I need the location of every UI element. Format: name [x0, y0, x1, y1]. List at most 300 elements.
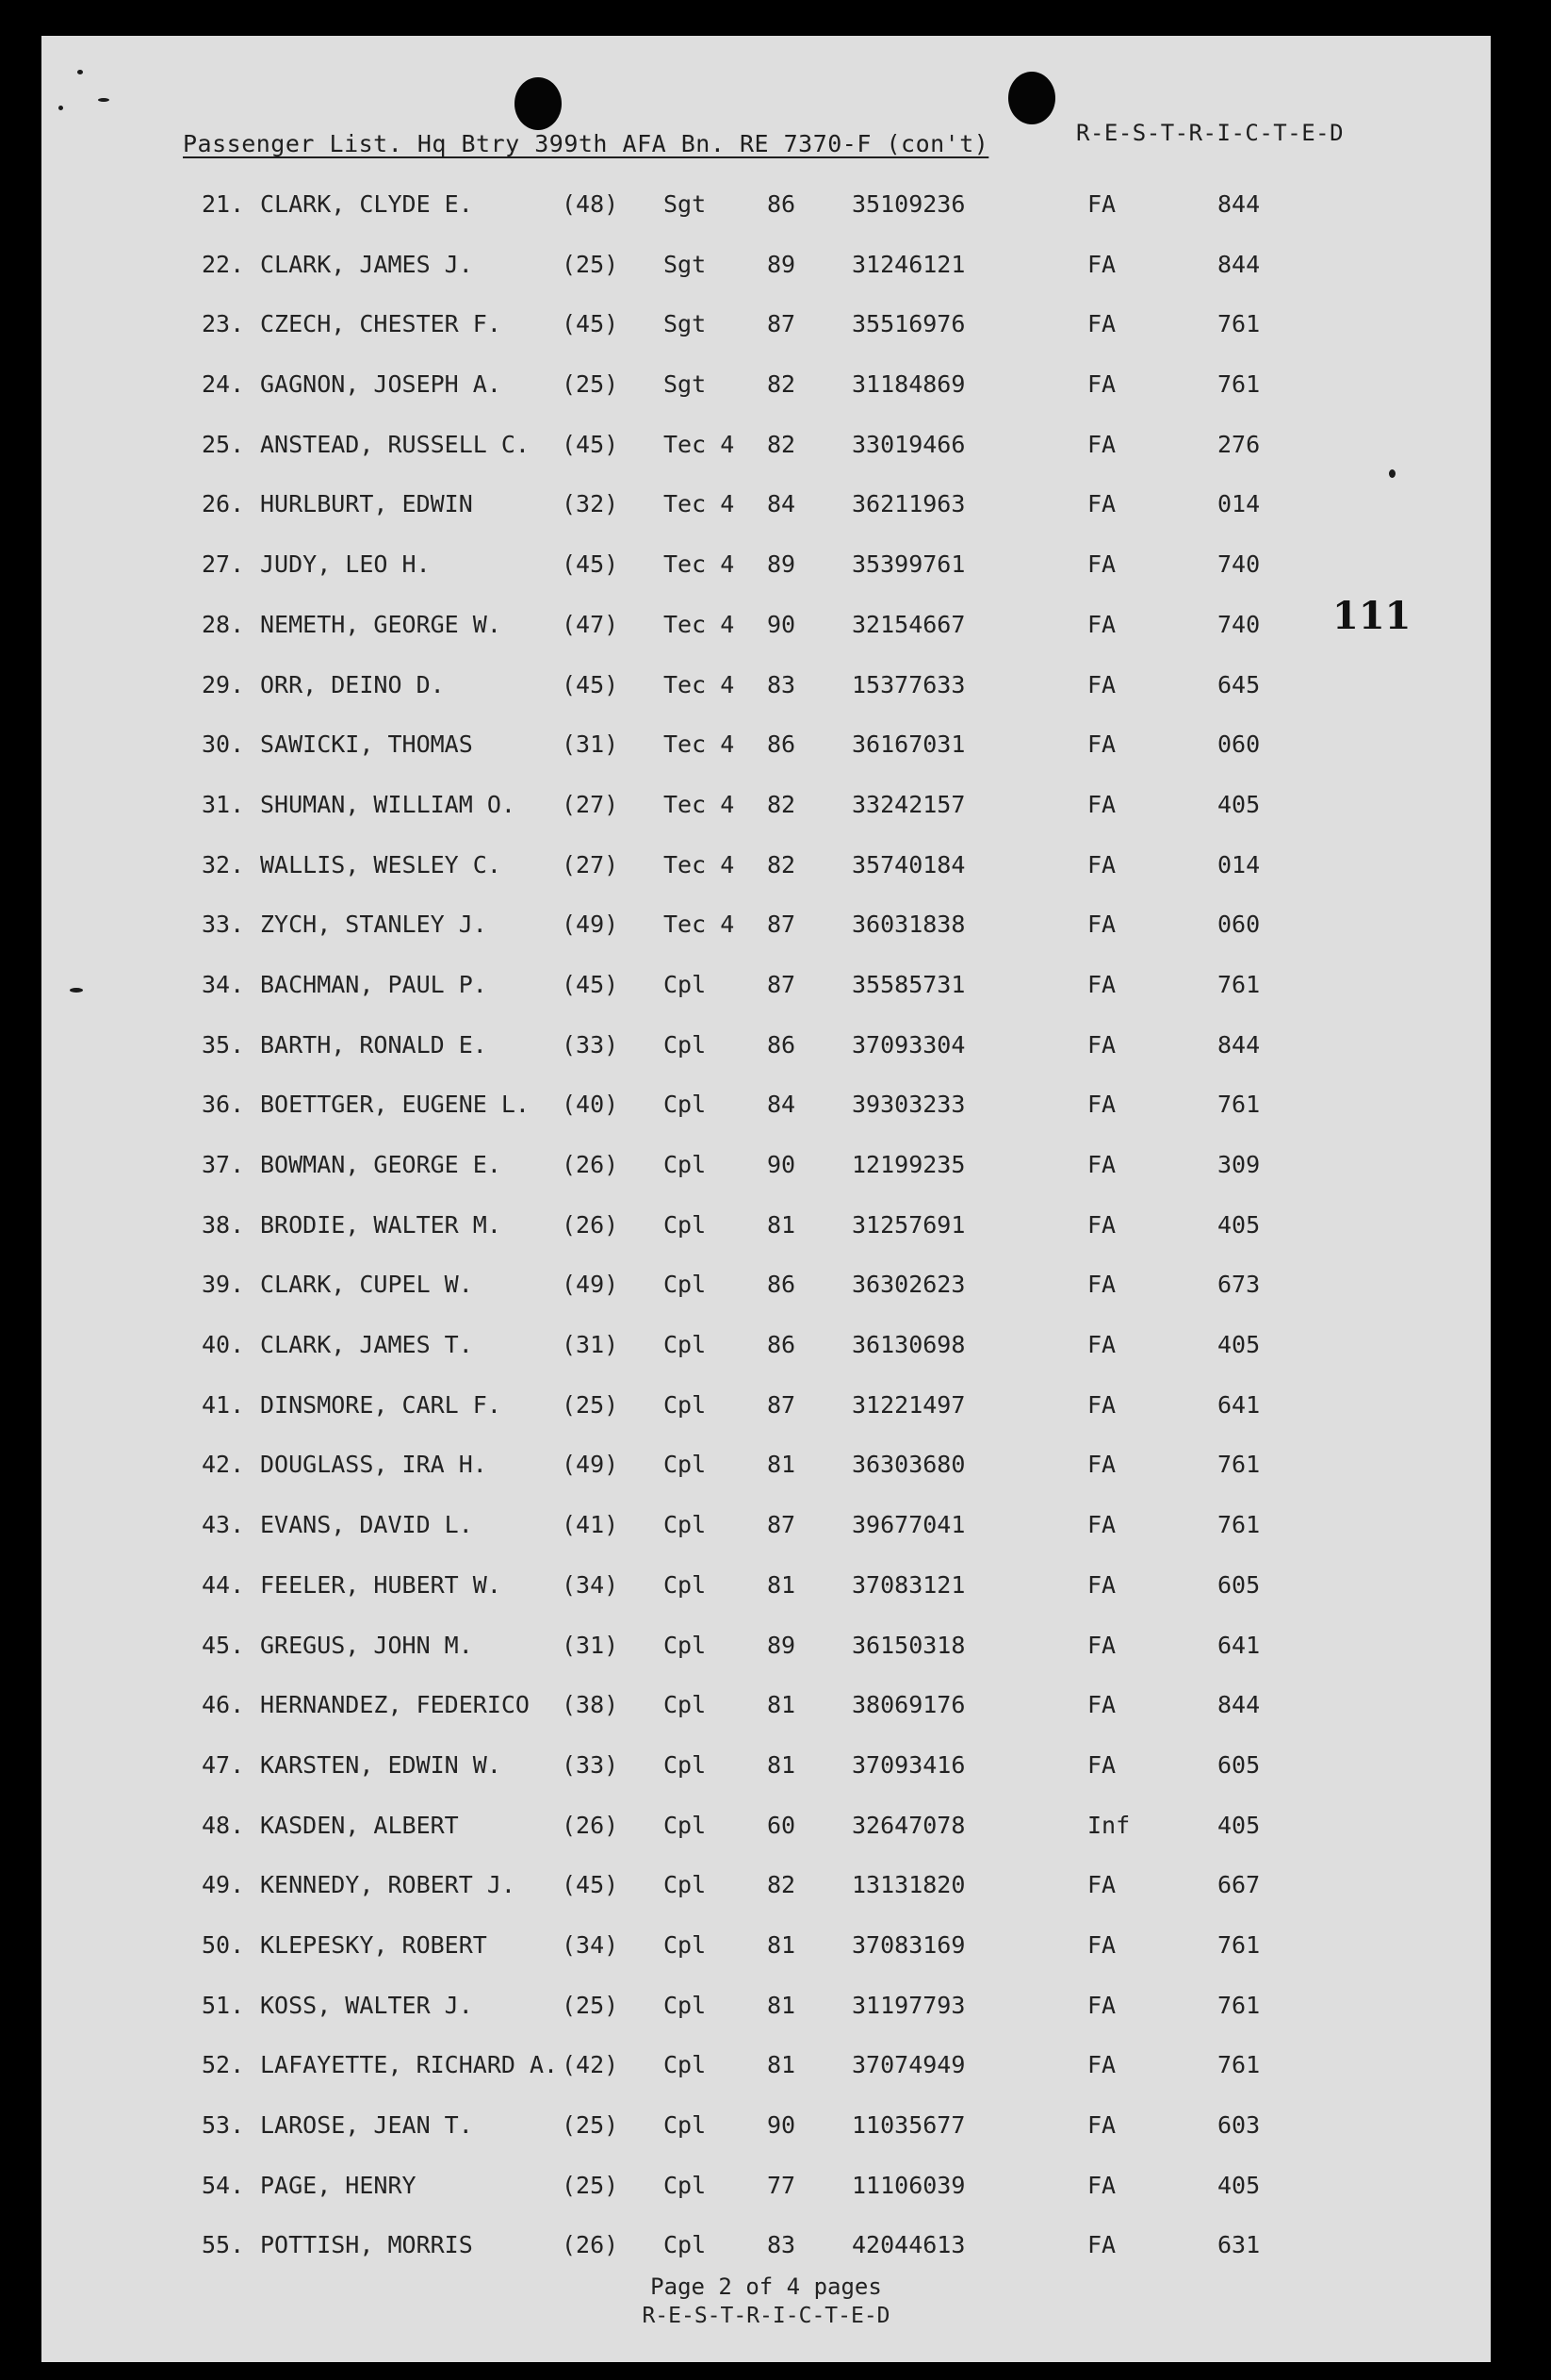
passenger-rank: Tec 4	[663, 790, 735, 818]
passenger-mos-code: 761	[1217, 1451, 1261, 1479]
passenger-mos-code: 014	[1217, 850, 1261, 878]
table-row	[41, 1751, 1491, 1812]
passenger-age-code: (33)	[562, 1750, 619, 1779]
passenger-mos-code: 740	[1217, 550, 1261, 579]
passenger-mos-code: 631	[1217, 2231, 1261, 2259]
passenger-name: LAFAYETTE, RICHARD A.	[260, 2051, 559, 2079]
page-stamp-number: 111	[1332, 594, 1412, 638]
passenger-name: ZYCH, STANLEY J.	[260, 911, 487, 939]
passenger-serial-number: 13131820	[852, 1871, 966, 1899]
passenger-spec-code: 83	[767, 670, 796, 698]
passenger-name: GREGUS, JOHN M.	[260, 1631, 473, 1659]
passenger-spec-code: 87	[767, 970, 796, 998]
passenger-rank: Tec 4	[663, 850, 735, 878]
passenger-name: SHUMAN, WILLIAM O.	[260, 790, 515, 818]
passenger-age-code: (25)	[562, 2171, 619, 2199]
passenger-serial-number: 36150318	[852, 1631, 966, 1659]
passenger-serial-number: 11106039	[852, 2171, 966, 2199]
passenger-name: BOETTGER, EUGENE L.	[260, 1091, 530, 1119]
passenger-spec-code: 82	[767, 430, 796, 458]
passenger-rank: Tec 4	[663, 670, 735, 698]
passenger-spec-code: 84	[767, 1091, 796, 1119]
passenger-serial-number: 37083121	[852, 1570, 966, 1599]
passenger-rank: Cpl	[663, 1511, 707, 1539]
passenger-arm: FA	[1087, 1570, 1117, 1599]
passenger-mos-code: 605	[1217, 1570, 1261, 1599]
passenger-arm: FA	[1087, 310, 1117, 338]
passenger-rank: Cpl	[663, 2051, 707, 2079]
passenger-name: SAWICKI, THOMAS	[260, 730, 473, 759]
row-number: 55.	[202, 2231, 245, 2259]
passenger-age-code: (45)	[562, 550, 619, 579]
passenger-name: LAROSE, JEAN T.	[260, 2111, 473, 2139]
row-number: 45.	[202, 1631, 245, 1659]
passenger-arm: FA	[1087, 190, 1117, 218]
passenger-mos-code: 605	[1217, 1750, 1261, 1779]
passenger-name: KASDEN, ALBERT	[260, 1811, 459, 1839]
passenger-spec-code: 87	[767, 310, 796, 338]
passenger-spec-code: 82	[767, 790, 796, 818]
passenger-serial-number: 36167031	[852, 730, 966, 759]
passenger-spec-code: 86	[767, 1271, 796, 1299]
passenger-name: CLARK, JAMES J.	[260, 250, 473, 278]
passenger-age-code: (26)	[562, 1210, 619, 1239]
passenger-age-code: (47)	[562, 610, 619, 638]
passenger-arm: FA	[1087, 550, 1117, 579]
passenger-mos-code: 309	[1217, 1151, 1261, 1178]
passenger-age-code: (25)	[562, 1991, 619, 2019]
table-row	[41, 1812, 1491, 1872]
table-row	[41, 2172, 1491, 2232]
passenger-arm: FA	[1087, 1390, 1117, 1419]
passenger-arm: FA	[1087, 430, 1117, 458]
passenger-arm: FA	[1087, 1210, 1117, 1239]
row-number: 36.	[202, 1091, 245, 1119]
punch-hole	[1008, 72, 1055, 124]
passenger-spec-code: 86	[767, 1331, 796, 1359]
passenger-arm: FA	[1087, 1151, 1117, 1178]
row-number: 29.	[202, 670, 245, 698]
passenger-name: ORR, DEINO D.	[260, 670, 445, 698]
passenger-spec-code: 87	[767, 1511, 796, 1539]
passenger-serial-number: 33019466	[852, 430, 966, 458]
table-row	[41, 1271, 1491, 1331]
passenger-arm: FA	[1087, 250, 1117, 278]
passenger-age-code: (41)	[562, 1511, 619, 1539]
row-number: 37.	[202, 1151, 245, 1178]
table-row	[41, 310, 1491, 370]
passenger-arm: FA	[1087, 370, 1117, 399]
paper-speck	[98, 98, 109, 102]
row-number: 47.	[202, 1750, 245, 1779]
passenger-mos-code: 641	[1217, 1631, 1261, 1659]
passenger-age-code: (32)	[562, 490, 619, 518]
passenger-name: WALLIS, WESLEY C.	[260, 850, 501, 878]
passenger-spec-code: 81	[767, 1570, 796, 1599]
row-number: 49.	[202, 1871, 245, 1899]
table-row	[41, 1211, 1491, 1272]
row-number: 35.	[202, 1030, 245, 1059]
row-number: 21.	[202, 190, 245, 218]
passenger-age-code: (25)	[562, 2111, 619, 2139]
passenger-rank: Cpl	[663, 970, 707, 998]
passenger-age-code: (48)	[562, 190, 619, 218]
passenger-arm: FA	[1087, 1271, 1117, 1299]
passenger-age-code: (26)	[562, 1151, 619, 1178]
passenger-arm: FA	[1087, 1091, 1117, 1119]
passenger-name: PAGE, HENRY	[260, 2171, 416, 2199]
passenger-mos-code: 060	[1217, 911, 1261, 939]
passenger-rank: Cpl	[663, 2231, 707, 2259]
passenger-serial-number: 37093304	[852, 1030, 966, 1059]
table-row	[41, 1031, 1491, 1092]
passenger-spec-code: 86	[767, 1030, 796, 1059]
passenger-serial-number: 39677041	[852, 1511, 966, 1539]
passenger-mos-code: 405	[1217, 1210, 1261, 1239]
row-number: 27.	[202, 550, 245, 579]
passenger-age-code: (45)	[562, 970, 619, 998]
passenger-arm: Inf	[1087, 1811, 1131, 1839]
row-number: 30.	[202, 730, 245, 759]
passenger-arm: FA	[1087, 1511, 1117, 1539]
passenger-mos-code: 405	[1217, 2171, 1261, 2199]
table-row	[41, 2051, 1491, 2111]
passenger-rank: Cpl	[663, 1750, 707, 1779]
table-row	[41, 1391, 1491, 1452]
passenger-name: CZECH, CHESTER F.	[260, 310, 501, 338]
passenger-name: KLEPESKY, ROBERT	[260, 1930, 487, 1959]
paper-speck	[77, 70, 83, 74]
passenger-mos-code: 014	[1217, 490, 1261, 518]
passenger-age-code: (38)	[562, 1691, 619, 1719]
passenger-name: EVANS, DAVID L.	[260, 1511, 473, 1539]
passenger-rank: Sgt	[663, 190, 707, 218]
row-number: 26.	[202, 490, 245, 518]
row-number: 41.	[202, 1390, 245, 1419]
passenger-name: NEMETH, GEORGE W.	[260, 610, 501, 638]
passenger-name: ANSTEAD, RUSSELL C.	[260, 430, 530, 458]
passenger-serial-number: 36211963	[852, 490, 966, 518]
passenger-age-code: (49)	[562, 1451, 619, 1479]
passenger-arm: FA	[1087, 1871, 1117, 1899]
row-number: 44.	[202, 1570, 245, 1599]
row-number: 24.	[202, 370, 245, 399]
passenger-serial-number: 38069176	[852, 1691, 966, 1719]
passenger-spec-code: 82	[767, 370, 796, 399]
passenger-rank: Cpl	[663, 1631, 707, 1659]
passenger-arm: FA	[1087, 911, 1117, 939]
passenger-name: CLARK, CLYDE E.	[260, 190, 473, 218]
passenger-spec-code: 77	[767, 2171, 796, 2199]
table-row	[41, 431, 1491, 491]
passenger-age-code: (25)	[562, 370, 619, 399]
restricted-footer: R-E-S-T-R-I-C-T-E-D	[642, 2304, 890, 2328]
passenger-serial-number: 32154667	[852, 610, 966, 638]
passenger-serial-number: 15377633	[852, 670, 966, 698]
passenger-name: KARSTEN, EDWIN W.	[260, 1750, 501, 1779]
passenger-rank: Cpl	[663, 1331, 707, 1359]
passenger-serial-number: 33242157	[852, 790, 966, 818]
passenger-spec-code: 90	[767, 610, 796, 638]
passenger-rank: Cpl	[663, 1871, 707, 1899]
passenger-spec-code: 82	[767, 850, 796, 878]
passenger-mos-code: 761	[1217, 970, 1261, 998]
passenger-name: CLARK, CUPEL W.	[260, 1271, 473, 1299]
passenger-name: KOSS, WALTER J.	[260, 1991, 473, 2019]
passenger-arm: FA	[1087, 610, 1117, 638]
passenger-rank: Cpl	[663, 2111, 707, 2139]
passenger-spec-code: 81	[767, 1930, 796, 1959]
passenger-name: DOUGLASS, IRA H.	[260, 1451, 487, 1479]
passenger-age-code: (31)	[562, 730, 619, 759]
passenger-arm: FA	[1087, 850, 1117, 878]
table-row	[41, 671, 1491, 731]
passenger-rank: Tec 4	[663, 490, 735, 518]
table-row	[41, 1691, 1491, 1751]
passenger-age-code: (49)	[562, 911, 619, 939]
passenger-spec-code: 90	[767, 1151, 796, 1178]
passenger-serial-number: 37093416	[852, 1750, 966, 1779]
passenger-age-code: (25)	[562, 250, 619, 278]
passenger-rank: Cpl	[663, 1030, 707, 1059]
passenger-age-code: (31)	[562, 1631, 619, 1659]
passenger-name: HERNANDEZ, FEDERICO	[260, 1691, 530, 1719]
passenger-mos-code: 844	[1217, 190, 1261, 218]
passenger-serial-number: 32647078	[852, 1811, 966, 1839]
row-number: 54.	[202, 2171, 245, 2199]
table-row	[41, 1632, 1491, 1692]
passenger-spec-code: 81	[767, 1691, 796, 1719]
passenger-arm: FA	[1087, 970, 1117, 998]
passenger-rank: Cpl	[663, 1271, 707, 1299]
passenger-name: BRODIE, WALTER M.	[260, 1210, 501, 1239]
passenger-spec-code: 87	[767, 1390, 796, 1419]
passenger-serial-number: 35109236	[852, 190, 966, 218]
passenger-spec-code: 60	[767, 1811, 796, 1839]
passenger-age-code: (45)	[562, 430, 619, 458]
passenger-arm: FA	[1087, 1030, 1117, 1059]
passenger-arm: FA	[1087, 2111, 1117, 2139]
passenger-rank: Sgt	[663, 250, 707, 278]
passenger-rank: Sgt	[663, 370, 707, 399]
passenger-mos-code: 603	[1217, 2111, 1261, 2139]
passenger-age-code: (27)	[562, 850, 619, 878]
passenger-arm: FA	[1087, 1451, 1117, 1479]
table-row	[41, 911, 1491, 971]
passenger-rank: Cpl	[663, 1210, 707, 1239]
table-row	[41, 2111, 1491, 2172]
passenger-arm: FA	[1087, 730, 1117, 759]
document-page	[41, 36, 1491, 2362]
row-number: 38.	[202, 1210, 245, 1239]
passenger-rank: Sgt	[663, 310, 707, 338]
passenger-serial-number: 36303680	[852, 1451, 966, 1479]
row-number: 42.	[202, 1451, 245, 1479]
passenger-mos-code: 405	[1217, 1331, 1261, 1359]
passenger-serial-number: 42044613	[852, 2231, 966, 2259]
passenger-name: POTTISH, MORRIS	[260, 2231, 473, 2259]
table-row	[41, 730, 1491, 791]
passenger-serial-number: 31197793	[852, 1991, 966, 2019]
passenger-arm: FA	[1087, 2231, 1117, 2259]
passenger-mos-code: 844	[1217, 1691, 1261, 1719]
table-row	[41, 190, 1491, 251]
passenger-mos-code: 844	[1217, 250, 1261, 278]
passenger-serial-number: 35516976	[852, 310, 966, 338]
passenger-age-code: (31)	[562, 1331, 619, 1359]
passenger-age-code: (26)	[562, 2231, 619, 2259]
passenger-rank: Tec 4	[663, 610, 735, 638]
passenger-arm: FA	[1087, 2051, 1117, 2079]
passenger-spec-code: 89	[767, 550, 796, 579]
table-row	[41, 251, 1491, 311]
passenger-rank: Tec 4	[663, 911, 735, 939]
row-number: 33.	[202, 911, 245, 939]
table-row	[41, 370, 1491, 431]
passenger-age-code: (40)	[562, 1091, 619, 1119]
passenger-name: GAGNON, JOSEPH A.	[260, 370, 501, 399]
table-row	[41, 791, 1491, 851]
passenger-rank: Cpl	[663, 1451, 707, 1479]
passenger-mos-code: 405	[1217, 790, 1261, 818]
passenger-spec-code: 89	[767, 250, 796, 278]
passenger-arm: FA	[1087, 2171, 1117, 2199]
passenger-mos-code: 761	[1217, 1930, 1261, 1959]
passenger-spec-code: 87	[767, 911, 796, 939]
row-number: 52.	[202, 2051, 245, 2079]
passenger-mos-code: 761	[1217, 1511, 1261, 1539]
passenger-mos-code: 761	[1217, 310, 1261, 338]
passenger-mos-code: 761	[1217, 370, 1261, 399]
passenger-spec-code: 86	[767, 730, 796, 759]
passenger-serial-number: 36130698	[852, 1331, 966, 1359]
passenger-age-code: (45)	[562, 1871, 619, 1899]
passenger-rank: Tec 4	[663, 430, 735, 458]
passenger-rank: Tec 4	[663, 730, 735, 759]
passenger-age-code: (45)	[562, 670, 619, 698]
passenger-serial-number: 11035677	[852, 2111, 966, 2139]
passenger-arm: FA	[1087, 790, 1117, 818]
passenger-rank: Cpl	[663, 1390, 707, 1419]
passenger-spec-code: 81	[767, 2051, 796, 2079]
passenger-mos-code: 761	[1217, 2051, 1261, 2079]
passenger-arm: FA	[1087, 670, 1117, 698]
passenger-age-code: (49)	[562, 1271, 619, 1299]
table-row	[41, 550, 1491, 611]
passenger-arm: FA	[1087, 1631, 1117, 1659]
passenger-mos-code: 060	[1217, 730, 1261, 759]
passenger-mos-code: 740	[1217, 610, 1261, 638]
passenger-name: DINSMORE, CARL F.	[260, 1390, 501, 1419]
table-row	[41, 1451, 1491, 1511]
passenger-mos-code: 645	[1217, 670, 1261, 698]
table-row	[41, 1871, 1491, 1931]
row-number: 48.	[202, 1811, 245, 1839]
passenger-spec-code: 83	[767, 2231, 796, 2259]
passenger-table	[41, 190, 1491, 2291]
passenger-serial-number: 35740184	[852, 850, 966, 878]
passenger-mos-code: 276	[1217, 430, 1261, 458]
passenger-serial-number: 36031838	[852, 911, 966, 939]
passenger-age-code: (34)	[562, 1930, 619, 1959]
passenger-arm: FA	[1087, 1750, 1117, 1779]
passenger-serial-number: 37083169	[852, 1930, 966, 1959]
passenger-serial-number: 37074949	[852, 2051, 966, 2079]
page-number: Page 2 of 4 pages	[650, 2273, 882, 2300]
passenger-age-code: (25)	[562, 1390, 619, 1419]
passenger-name: BOWMAN, GEORGE E.	[260, 1151, 501, 1178]
passenger-rank: Cpl	[663, 1811, 707, 1839]
passenger-mos-code: 641	[1217, 1390, 1261, 1419]
passenger-age-code: (42)	[562, 2051, 619, 2079]
row-number: 25.	[202, 430, 245, 458]
row-number: 39.	[202, 1271, 245, 1299]
passenger-age-code: (27)	[562, 790, 619, 818]
passenger-list-title: Passenger List. Hq Btry 399th AFA Bn. RE 7370-F (con't)	[183, 130, 989, 157]
passenger-serial-number: 31246121	[852, 250, 966, 278]
passenger-name: JUDY, LEO H.	[260, 550, 431, 579]
passenger-spec-code: 89	[767, 1631, 796, 1659]
table-row	[41, 1511, 1491, 1571]
table-row	[41, 1151, 1491, 1211]
passenger-spec-code: 81	[767, 1451, 796, 1479]
passenger-rank: Tec 4	[663, 550, 735, 579]
passenger-name: FEELER, HUBERT W.	[260, 1570, 501, 1599]
passenger-age-code: (26)	[562, 1811, 619, 1839]
paper-speck	[58, 106, 63, 110]
passenger-spec-code: 81	[767, 1210, 796, 1239]
passenger-serial-number: 12199235	[852, 1151, 966, 1178]
passenger-serial-number: 39303233	[852, 1091, 966, 1119]
passenger-serial-number: 31221497	[852, 1390, 966, 1419]
table-row	[41, 1331, 1491, 1391]
passenger-mos-code: 844	[1217, 1030, 1261, 1059]
passenger-spec-code: 82	[767, 1871, 796, 1899]
row-number: 40.	[202, 1331, 245, 1359]
passenger-rank: Cpl	[663, 1991, 707, 2019]
passenger-rank: Cpl	[663, 1691, 707, 1719]
table-row	[41, 1091, 1491, 1151]
table-row	[41, 851, 1491, 911]
passenger-mos-code: 673	[1217, 1271, 1261, 1299]
table-row	[41, 490, 1491, 550]
table-row	[41, 611, 1491, 671]
passenger-name: HURLBURT, EDWIN	[260, 490, 473, 518]
passenger-mos-code: 667	[1217, 1871, 1261, 1899]
passenger-serial-number: 36302623	[852, 1271, 966, 1299]
passenger-rank: Cpl	[663, 2171, 707, 2199]
passenger-spec-code: 81	[767, 1991, 796, 2019]
passenger-mos-code: 405	[1217, 1811, 1261, 1839]
table-row	[41, 1931, 1491, 1992]
passenger-name: BARTH, RONALD E.	[260, 1030, 487, 1059]
passenger-arm: FA	[1087, 1331, 1117, 1359]
passenger-serial-number: 35585731	[852, 970, 966, 998]
passenger-spec-code: 81	[767, 1750, 796, 1779]
row-number: 32.	[202, 850, 245, 878]
row-number: 46.	[202, 1691, 245, 1719]
passenger-age-code: (34)	[562, 1570, 619, 1599]
punch-hole	[514, 77, 562, 130]
row-number: 23.	[202, 310, 245, 338]
passenger-rank: Cpl	[663, 1151, 707, 1178]
row-number: 53.	[202, 2111, 245, 2139]
passenger-mos-code: 761	[1217, 1091, 1261, 1119]
row-number: 34.	[202, 970, 245, 998]
row-number: 28.	[202, 610, 245, 638]
passenger-arm: FA	[1087, 1930, 1117, 1959]
passenger-rank: Cpl	[663, 1091, 707, 1119]
